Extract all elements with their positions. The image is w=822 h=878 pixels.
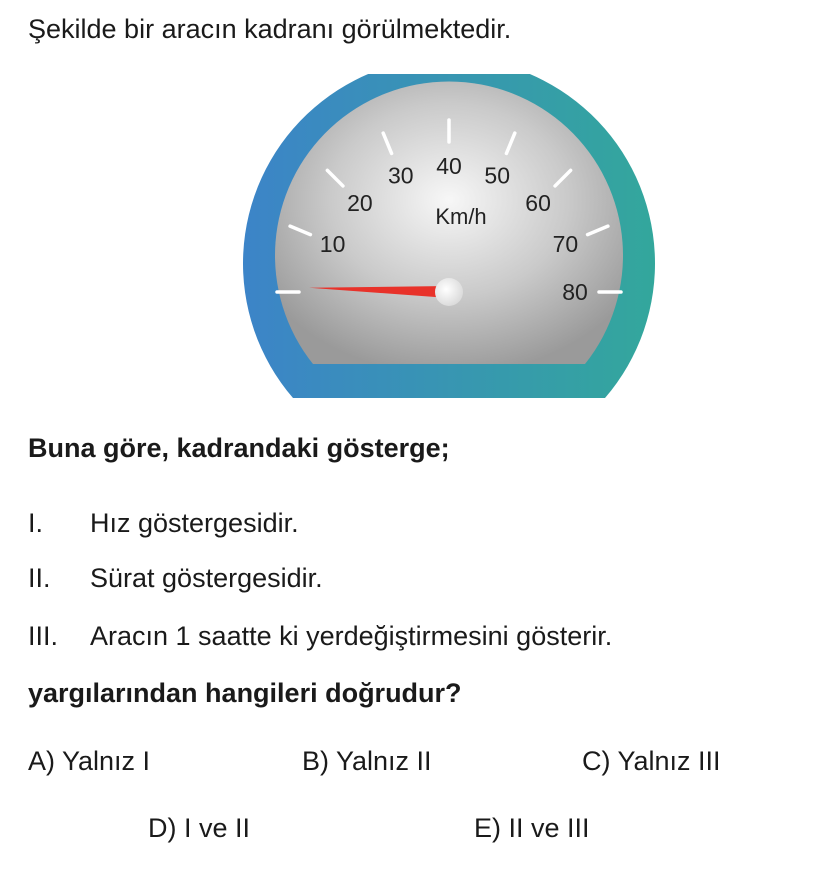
option-e[interactable]: E) II ve III [474,813,590,843]
speedometer-svg [243,74,655,400]
gauge-tick-label: 30 [387,162,414,189]
question-text: yargılarından hangileri doğrudur? [28,678,462,708]
statement-2-text: Sürat göstergesidir. [90,563,323,593]
statement-3-text: Aracın 1 saatte ki yerdeğiştirmesini gösterir. [90,621,613,651]
gauge-hub [435,278,463,306]
gauge-tick-label: 70 [552,230,579,257]
option-c[interactable]: C) Yalnız III [582,746,721,776]
option-a[interactable]: A) Yalnız I [28,746,151,776]
gauge-tick-label: 20 [347,189,373,216]
intro-text: Şekilde bir aracın kadranı görülmektedir. [28,14,512,44]
gauge-tick-label: 50 [484,162,511,189]
gauge-unit-label: Km/h [435,204,487,229]
statement-1-number: I. [28,508,44,538]
gauge-tick-label: 40 [436,153,462,179]
gauge-tick-label: 80 [562,279,588,305]
speedometer-figure [243,74,655,400]
statement-2-number: II. [28,563,51,593]
option-d[interactable]: D) I ve II [148,813,251,843]
statement-3-number: III. [28,621,59,651]
option-b[interactable]: B) Yalnız II [302,746,432,776]
gauge-tick-label: 10 [319,230,346,257]
question-stem: Buna göre, kadrandaki gösterge; [28,433,450,463]
gauge-tick-label: 60 [525,189,551,216]
statement-1-text: Hız göstergesidir. [90,508,299,538]
